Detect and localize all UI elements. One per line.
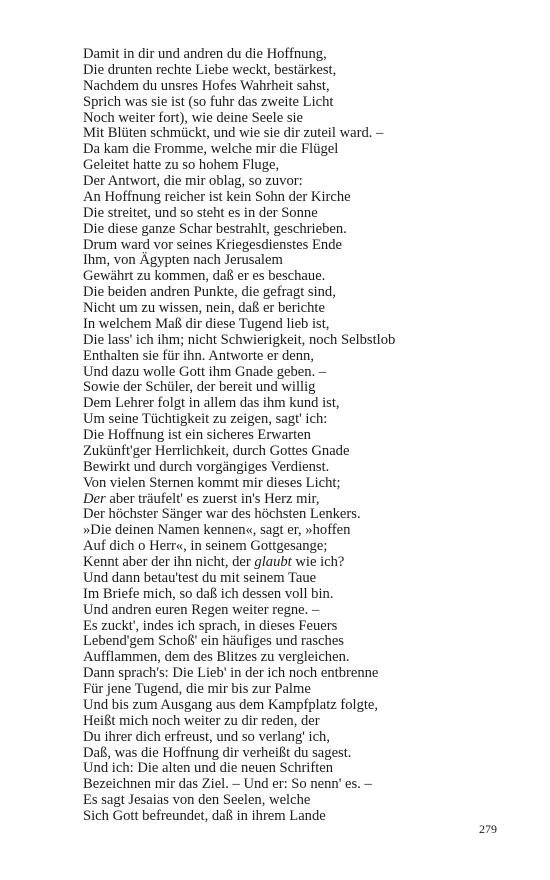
poem-text — [83, 47, 523, 825]
poem-line — [83, 523, 523, 539]
poem-line — [83, 809, 523, 825]
line-text: Die lass' ich ihm; nicht Schwierigkeit, noch Selbstlob — [83, 331, 396, 348]
line-text: Es zuckt', indes ich sprach, in dieses Feuers — [83, 617, 338, 634]
line-text: Um seine Tüchtigkeit zu zeigen, sagt' ich: — [83, 411, 328, 428]
line-text: Und dann betau'test du mit seinem Taue — [83, 569, 317, 586]
line-text: In welchem Maß dir diese Tugend lieb ist, — [83, 315, 330, 332]
poem-line — [83, 730, 523, 746]
line-text: Lebend'gem Schoß' ein häufiges und rasches — [83, 633, 344, 650]
line-text: Ihm, von Ägypten nach Jerusalem — [83, 252, 283, 269]
line-text: Enthalten sie für ihn. Antworte er denn, — [83, 347, 315, 364]
poem-line — [83, 555, 523, 571]
line-text: Und ich: Die alten und die neuen Schriften — [83, 760, 334, 777]
poem-line — [83, 47, 523, 63]
line-text: Die beiden andren Punkte, die gefragt sind, — [83, 284, 336, 301]
line-text: aber träufelt' es zuerst in's Herz mir, — [105, 490, 320, 507]
poem-line — [83, 190, 523, 206]
line-text: Aufflammen, dem des Blitzes zu vergleichen. — [83, 649, 350, 666]
poem-line — [83, 333, 523, 349]
line-text: »Die deinen Namen kennen«, sagt er, »hoffen — [83, 522, 351, 539]
poem-line — [83, 142, 523, 158]
line-text: Dann sprach's: Die Lieb' in der ich noch entbrenne — [83, 665, 379, 682]
poem-line — [83, 158, 523, 174]
poem-line — [83, 222, 523, 238]
line-text: Die streitet, und so steht es in der Sonne — [83, 204, 318, 221]
line-text: Sowie der Schüler, der bereit und willig — [83, 379, 316, 396]
line-text: Die drunten rechte Liebe weckt, bestärkest, — [83, 61, 337, 78]
line-text: Bezeichnen mir das Ziel. – Und er: So nenn' es. – — [83, 776, 372, 793]
line-text: Von vielen Sternen kommt mir dieses Licht; — [83, 474, 341, 491]
emphasized-word: Der — [83, 490, 106, 507]
poem-line — [83, 666, 523, 682]
line-text: Auf dich o Herr«, in seinem Gottgesange; — [83, 538, 328, 555]
poem-line — [83, 79, 523, 95]
line-text: Damit in dir und andren du die Hoffnung, — [83, 46, 327, 62]
line-text: Der Antwort, die mir oblag, so zuvor: — [83, 173, 303, 189]
poem-line — [83, 285, 523, 301]
line-text: An Hoffnung reicher ist kein Sohn der Kirche — [83, 188, 351, 205]
poem-line — [83, 380, 523, 396]
line-text: Noch weiter fort), wie deine Seele sie — [83, 109, 304, 126]
line-text: Sich Gott befreundet, daß in ihrem Lande — [83, 808, 326, 824]
line-text: Dem Lehrer folgt in allem das ihm kund ist, — [83, 395, 340, 412]
poem-line — [83, 761, 523, 777]
poem-line — [83, 460, 523, 476]
line-text: Geleitet hatte zu so hohem Fluge, — [83, 157, 280, 174]
poem-line — [83, 746, 523, 762]
poem-line — [83, 682, 523, 698]
poem-line — [83, 349, 523, 365]
line-text: Die Hoffnung ist ein sicheres Erwarten — [83, 427, 311, 443]
poem-line — [83, 619, 523, 635]
poem-line — [83, 238, 523, 254]
poem-line — [83, 269, 523, 285]
poem-line — [83, 301, 523, 317]
line-text: Für jene Tugend, die mir bis zur Palme — [83, 681, 311, 697]
poem-line — [83, 206, 523, 222]
line-text: Und andren euren Regen weiter regne. – — [83, 601, 320, 618]
line-text: Da kam die Fromme, welche mir die Flügel — [83, 141, 339, 158]
poem-line — [83, 95, 523, 111]
poem-line — [83, 365, 523, 381]
line-text: Du ihrer dich erfreust, und so verlang' ich, — [83, 728, 330, 745]
poem-line — [83, 317, 523, 333]
line-text: Sprich was sie ist (so fuhr das zweite Licht — [83, 93, 334, 110]
poem-line — [83, 539, 523, 555]
poem-line — [83, 571, 523, 587]
poem-line — [83, 253, 523, 269]
line-text: Die diese ganze Schar bestrahlt, geschrieben. — [83, 220, 347, 237]
line-text: Und dazu wolle Gott ihm Gnade geben. – — [83, 363, 327, 380]
line-text: Drum ward vor seines Kriegesdienstes Ende — [83, 236, 342, 253]
line-text: wie ich? — [291, 554, 345, 570]
poem-line — [83, 412, 523, 428]
poem-line — [83, 650, 523, 666]
line-text: Nicht um zu wissen, nein, daß er berichte — [83, 300, 325, 316]
line-text: Heißt mich noch weiter zu dir reden, der — [83, 712, 320, 729]
poem-line — [83, 714, 523, 730]
poem-line — [83, 793, 523, 809]
line-text: Im Briefe mich, so daß ich dessen voll bin. — [83, 585, 334, 602]
line-text: Daß, was die Hoffnung dir verheißt du sagest. — [83, 744, 352, 761]
poem-line — [83, 603, 523, 619]
emphasized-word: glaubt — [254, 554, 292, 570]
poem-line — [83, 396, 523, 412]
poem-line — [83, 476, 523, 492]
poem-line — [83, 634, 523, 650]
poem-line — [83, 63, 523, 79]
poem-line — [83, 126, 523, 142]
poem-line — [83, 174, 523, 190]
poem-line — [83, 777, 523, 793]
poem-line — [83, 507, 523, 523]
line-text: Mit Blüten schmückt, und wie sie dir zuteil ward. – — [83, 125, 384, 142]
line-text: Nachdem du unsres Hofes Wahrheit sahst, — [83, 77, 330, 94]
line-text: Es sagt Jesaias von den Seelen, welche — [83, 792, 311, 809]
page-number: 279 — [479, 822, 497, 836]
line-text: Und bis zum Ausgang aus dem Kampfplatz folgte, — [83, 696, 379, 713]
line-text: Zukünft'ger Herrlichkeit, durch Gottes Gnade — [83, 442, 350, 459]
line-text: Der höchster Sänger war des höchsten Lenkers. — [83, 506, 361, 523]
line-text: Bewirkt und durch vorgängiges Verdienst. — [83, 458, 330, 475]
line-text: Gewährt zu kommen, daß er es beschaue. — [83, 268, 326, 285]
line-text: Kennt aber der ihn nicht, der — [83, 554, 255, 570]
poem-line — [83, 428, 523, 444]
poem-line — [83, 492, 523, 508]
poem-line — [83, 698, 523, 714]
poem-line — [83, 444, 523, 460]
poem-line — [83, 587, 523, 603]
poem-line — [83, 111, 523, 127]
